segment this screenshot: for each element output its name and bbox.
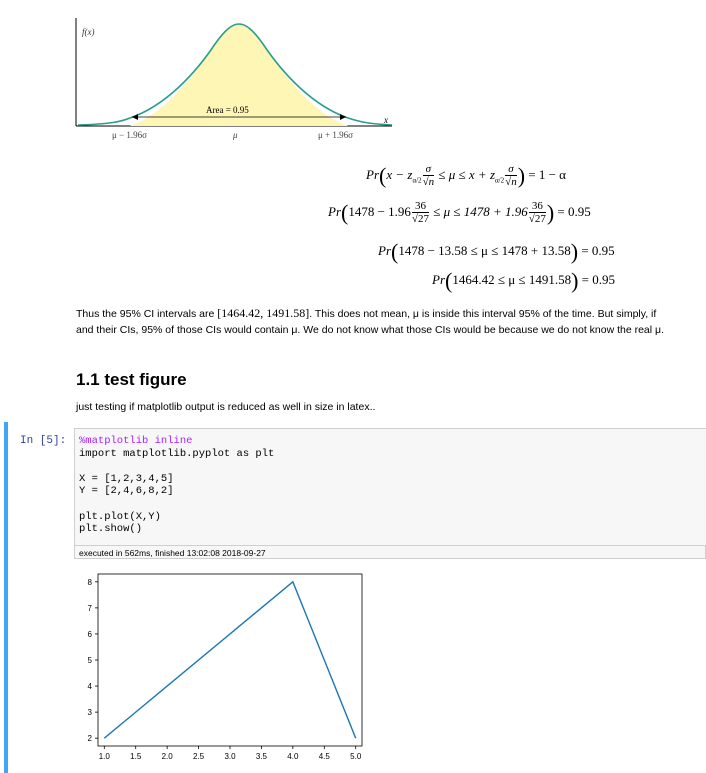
eq2-rhs: = 0.95 xyxy=(557,203,591,219)
eq1-mid: ≤ μ ≤ x + z xyxy=(438,166,496,182)
eq1-n-b: n xyxy=(511,176,517,188)
pr-symbol: Pr xyxy=(378,243,391,258)
eq4-body: 1464.42 ≤ μ ≤ 1491.58 xyxy=(452,272,572,287)
x-tick-label: 3.0 xyxy=(224,752,236,761)
tick-mu: μ xyxy=(233,130,238,140)
section-heading: 1.1 test figure xyxy=(76,370,187,389)
y-tick-label: 2 xyxy=(87,734,92,744)
code-line-2: import matplotlib.pyplot as plt xyxy=(79,447,275,460)
arrow-left-icon xyxy=(132,114,138,120)
f-axis-label: f(x) xyxy=(82,27,95,37)
eq1-left: x − z xyxy=(386,166,413,182)
paragraph-text-a: Thus the 95% CI intervals are xyxy=(76,308,218,320)
x-tick-label: 1.5 xyxy=(130,752,142,761)
x-tick-label: 4.0 xyxy=(287,752,299,761)
tick-mu-plus: μ + 1.96σ xyxy=(318,130,354,140)
x-axis-label: x xyxy=(384,115,388,125)
x-tick-label: 1.0 xyxy=(98,752,110,761)
execution-info: executed in 562ms, finished 13:02:08 2018-09-27 xyxy=(74,545,706,559)
paragraph-line-1 xyxy=(76,305,656,323)
y-tick-label: 8 xyxy=(87,577,92,587)
pr-symbol: Pr xyxy=(328,203,341,219)
y-tick-label: 7 xyxy=(87,603,92,613)
x-tick-label: 4.5 xyxy=(318,752,330,761)
output-line-chart xyxy=(76,568,376,768)
plot-frame xyxy=(98,574,362,746)
code-line-1: %matplotlib inline xyxy=(79,435,193,447)
arrow-right-icon xyxy=(340,114,346,120)
area-label: Area = 0.95 xyxy=(206,105,249,115)
code-line-8: plt.show() xyxy=(79,523,143,536)
code-line-5: Y = [2,4,6,8,2] xyxy=(79,485,174,498)
eq2-left: 1478 − 1.96 xyxy=(348,203,411,219)
code-line-7: plt.plot(X,Y) xyxy=(79,510,161,523)
equation-2: Pr(1478 − 1.96 $\frac{36}{√27}$ ≤ μ ≤ 1478 + 1.96 $\frac{36}{√27}$ ) = 0.95 xyxy=(328,200,591,225)
cell-prompt: In [5]: xyxy=(20,435,67,447)
section-text: just testing if matplotlib output is reduced as well in size in latex.. xyxy=(76,401,376,413)
eq1-sub-a: α/2 xyxy=(412,176,422,185)
eq3-body: 1478 − 13.58 ≤ μ ≤ 1478 + 13.58 xyxy=(398,243,571,258)
normal-distribution-figure xyxy=(70,14,400,144)
x-tick-label: 2.0 xyxy=(161,752,173,761)
y-tick-label: 6 xyxy=(87,629,92,639)
eq1-sub-b: α/2 xyxy=(495,176,505,185)
eq2-num-b: 36 xyxy=(529,200,546,213)
eq4-rhs: = 0.95 xyxy=(581,272,615,287)
series-line xyxy=(104,582,355,738)
eq2-mid: ≤ μ ≤ 1478 + 1.96 xyxy=(433,203,528,219)
y-tick-label: 4 xyxy=(87,682,92,692)
x-tick-label: 2.5 xyxy=(193,752,205,761)
tick-mu-minus: μ − 1.96σ xyxy=(112,130,148,140)
eq1-sigma-a: σ xyxy=(425,163,432,175)
eq2-den-a: 27 xyxy=(417,213,429,225)
y-tick-label: 3 xyxy=(87,708,92,718)
equation-1: $Pr(x - z_{\alpha/2}$ $\frac{\sigma}{√n}$ ≤ $\mu \le x + z_{\alpha/2}$ $\frac{\sigma}{√n}$ ) = 1 − α xyxy=(366,163,566,188)
eq1-n-a: n xyxy=(428,176,435,188)
pr-symbol: Pr xyxy=(432,272,445,287)
eq1-sigma-b: σ xyxy=(508,163,514,175)
ci-interval: [1464.42, 1491.58] xyxy=(217,306,310,320)
code-line-4: X = [1,2,3,4,5] xyxy=(79,472,174,485)
equation-4: Pr(1464.42 ≤ μ ≤ 1491.58) = 0.95 xyxy=(432,268,615,294)
equation-3: Pr(1478 − 13.58 ≤ μ ≤ 1478 + 13.58) = 0.95 xyxy=(378,239,615,265)
paragraph-line-2: and their CIs, 95% of those CIs would contain μ. We do not know what those CIs would be because we do not know the real μ. xyxy=(76,324,664,336)
selected-cell-bar xyxy=(4,422,8,773)
x-tick-label: 3.5 xyxy=(255,752,267,761)
paragraph-text-b: . This does not mean, μ is inside this interval 95% of the time. But simply, if xyxy=(309,308,657,320)
pr-symbol: Pr xyxy=(366,166,379,182)
x-tick-label: 5.0 xyxy=(350,752,362,761)
eq2-num-a: 36 xyxy=(412,200,429,213)
eq2-den-b: 27 xyxy=(534,213,546,225)
eq3-rhs: = 0.95 xyxy=(581,243,615,258)
eq1-rhs: = 1 − α xyxy=(528,166,566,182)
y-tick-label: 5 xyxy=(87,656,92,665)
code-cell-input[interactable] xyxy=(74,428,706,546)
